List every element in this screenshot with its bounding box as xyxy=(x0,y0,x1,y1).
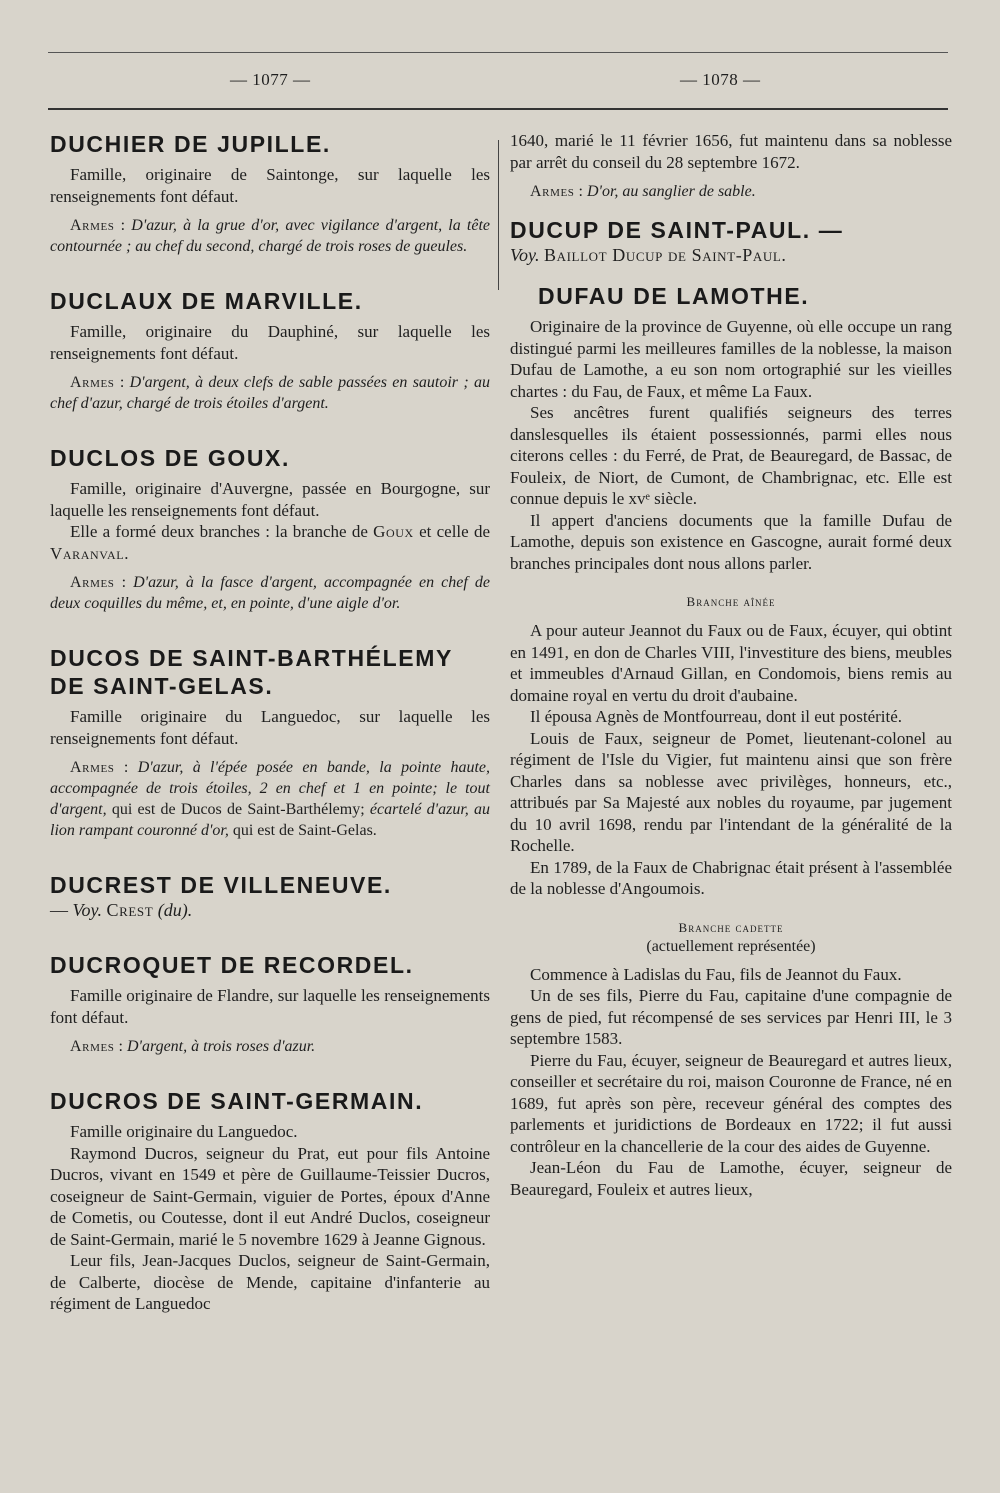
branch-name: Goux xyxy=(373,522,414,541)
entry-body: Un de ses fils, Pierre du Fau, capitaine d'une compagnie de gens de pied, fut récompensé de ses services par Henri III, le 3 septembre 1583. xyxy=(510,986,952,1048)
entry-body: Famille, originaire du Dauphiné, sur laquelle les renseignements font défaut. xyxy=(50,322,490,363)
entry-body: Famille, originaire de Saintonge, sur laquelle les renseignements font défaut. xyxy=(50,165,490,206)
entry-ducos xyxy=(50,644,490,841)
entry-ducrest xyxy=(50,871,490,921)
entry-body: A pour auteur Jeannot du Faux ou de Faux, écuyer, qui obtint en 1491, en don de Charles VIII, l'investiture des biens, meubles et immeubles d'Arnaud Gillan, en Condomois, biens remis au domaine royal en vertu du droit d'aubaine. xyxy=(510,621,952,705)
arms-text: D'azur, à la grue d'or, avec vigilance d'argent, la tête contournée ; au chef du second, chargé de trois roses de gueules. xyxy=(50,217,490,255)
reference-name: (du). xyxy=(157,900,193,920)
entry-ducup xyxy=(510,216,952,266)
arms-text: qui est de Ducos de Saint-Barthélemy; xyxy=(111,801,365,818)
arms-label: Armes xyxy=(70,217,115,234)
reference-name: Baillot Ducup de Saint-Paul. xyxy=(544,245,787,265)
entry-body-branches: Elle a formé deux branches : la branche de Goux et celle de Varanval. xyxy=(50,522,491,563)
entry-body: Louis de Faux, seigneur de Pomet, lieutenant-colonel au régiment de l'Isle du Vigier, fut maintenu ainsi que son frère Charles dans sa noblesse avec privilèges, honneurs, etc., attribués par Sa Majesté aux nobles du royaume, par jugement du 10 avril 1698, rendu par l'intendant de la généralité de la Rochelle. xyxy=(510,728,952,855)
entry-title: DUCHIER DE JUPILLE. xyxy=(50,131,331,157)
entry-title: DUCLAUX DE MARVILLE. xyxy=(50,288,363,314)
arms-label: Armes xyxy=(530,183,575,200)
entry-title: DUCROS DE SAINT-GERMAIN. xyxy=(50,1088,424,1114)
arms: Armes : D'argent, à deux clefs de sable passées en sautoir ; au chef d'azur, chargé de trois étoiles d'argent. xyxy=(50,374,490,412)
continued-text: 1640, marié le 11 février 1656, fut maintenu dans sa noblesse par arrêt du conseil du 28 septembre 1672. xyxy=(510,131,952,172)
entry-body: Il épousa Agnès de Montfourreau, dont il eut postérité. xyxy=(530,707,903,726)
entry-body: Raymond Ducros, seigneur du Prat, eut pour fils Antoine Ducros, vivant en 1549 et père de Guillaume-Teissier Ducros, coseigneur de Saint-Germain, viguier de Portes, époux d'Anne de Cometis, ou Coutesse, dont il eut André Duclos, coseigneur de Saint-Germain, marié le 5 novembre 1629 à Jeanne Gignous. xyxy=(50,1143,490,1249)
entry-body: Famille originaire du Languedoc, sur laquelle les renseignements font défaut. xyxy=(50,707,490,748)
arms-text: qui est de Saint-Gelas. xyxy=(232,822,377,839)
voy-label: Voy. xyxy=(72,900,102,920)
entry-ducroquet xyxy=(50,951,490,1057)
entry-body: Leur fils, Jean-Jacques Duclos, seigneur de Saint-Germain, de Calberte, diocèse de Mende, capitaine d'infanterie au régiment de Languedoc xyxy=(50,1251,490,1313)
entry-duchier xyxy=(50,130,490,257)
arms: Armes : D'argent, à trois roses d'azur. xyxy=(70,1038,316,1055)
entry-title: DUCOS DE SAINT-BARTHÉLEMY DE SAINT-GELAS. xyxy=(50,645,453,699)
cross-reference xyxy=(510,244,952,266)
entry-title: DUCLOS DE GOUX. xyxy=(50,445,290,471)
arms-label: Armes xyxy=(70,374,115,391)
arms-label: Armes xyxy=(70,574,115,591)
text-run: Elle a formé deux branches : la branche de xyxy=(70,522,368,541)
entry-duclos xyxy=(50,444,490,614)
reference-name: Crest xyxy=(106,900,154,920)
cross-reference xyxy=(50,899,490,921)
entry-title: DUFAU DE LAMOTHE. xyxy=(538,283,810,309)
entry-ducros xyxy=(50,1087,490,1315)
page-number-right: — 1078 — xyxy=(680,70,761,89)
column-rule xyxy=(498,140,499,290)
section-subheading: (actuellement représentée) xyxy=(646,937,816,955)
section-heading: Branche cadette xyxy=(678,919,784,935)
entry-body: Commence à Ladislas du Fau, fils de Jeannot du Faux. xyxy=(530,964,902,984)
voy-label: Voy. xyxy=(510,245,540,265)
arms-text: D'azur, à l'épée posée en bande, la pointe haute, accompagnée de trois étoiles, 2 en chef et 1 en pointe; le tout d'argent, xyxy=(50,759,490,818)
arms-text: D'or, au sanglier de sable. xyxy=(586,183,756,200)
branch-name: Varanval xyxy=(50,543,125,563)
entry-body: Originaire de la province de Guyenne, où elle occupe un rang distingué parmi les meilleures familles de la noblesse, la maison Dufau de Lamothe, a eu son nom ortographié sur les vieilles chartes : du Fau, de Faux, et même La Faux. xyxy=(510,317,952,401)
top-rule xyxy=(48,52,948,53)
entry-body: Jean-Léon du Fau de Lamothe, écuyer, seigneur de Beauregard, Fouleix et autres lieux, xyxy=(510,1158,952,1199)
arms: Armes : D'azur, à l'épée posée en bande, la pointe haute, accompagnée de trois étoiles, 2 en chef et 1 en pointe; le tout d'argent, qui est de Ducos de Saint-Barthélemy; écartelé d'azur, au lion rampant couronné d'or, qui est de Saint-Gelas. xyxy=(50,759,491,839)
entry-title: DUCUP DE SAINT-PAUL. — xyxy=(510,217,844,243)
arms-text: D'argent, à deux clefs de sable passées en sautoir ; au chef d'azur, chargé de trois étoiles d'argent. xyxy=(50,374,490,412)
entry-duclaux xyxy=(50,287,490,414)
entry-body: Famille, originaire d'Auvergne, passée en Bourgogne, sur laquelle les renseignements font défaut. xyxy=(50,479,490,520)
entry-title: DUCREST DE VILLENEUVE. xyxy=(50,872,392,898)
arms-text: écartelé d'azur, au lion rampant couronné d'or, xyxy=(50,801,491,839)
section-heading: Branche aînée xyxy=(686,594,776,609)
right-column xyxy=(510,130,952,1230)
entry-body: Il appert d'anciens documents que la famille Dufau de Lamothe, depuis son existence en Gascogne, aurait formé deux branches principales dont nous allons parler. xyxy=(510,510,952,573)
arms-label: Armes xyxy=(70,759,115,776)
text-run: et celle de xyxy=(419,522,491,541)
page-number-left: — 1077 — xyxy=(230,70,311,89)
arms: Armes : D'azur, à la fasce d'argent, accompagnée en chef de deux coquilles du même, et, en pointe, d'une aigle d'or. xyxy=(50,574,490,612)
arms: Armes : D'or, au sanglier de sable. xyxy=(530,183,756,200)
entry-body: Ses ancêtres furent qualifiés seigneurs des terres danslesquelles ils étaient possessionnés, parmi elles nous citerons celles : du Ferré, de Prat, de Beauregard, de Bassac, de Fouleix, de Niort, de Cumont, de Chambrignac, etc. Elle est connue depuis le xvᵉ siècle. xyxy=(510,403,952,508)
header-rule xyxy=(48,108,948,110)
arms-text: D'azur, à la fasce d'argent, accompagnée en chef de deux coquilles du même, et, en pointe, d'une aigle d'or. xyxy=(50,574,490,612)
entry-body: Famille originaire de Flandre, sur laquelle les renseignements font défaut. xyxy=(50,986,490,1027)
entry-title: DUCROQUET DE RECORDEL. xyxy=(50,952,414,978)
entry-body: Pierre du Fau, écuyer, seigneur de Beauregard et autres lieux, conseiller et secrétaire du roi, maison Couronne de France, né en 1689, fut après son père, receveur général des comptes des parlements et juridictions de Bordeaux en 1722; il fut aussi contrôleur en la chancellerie de la cour des aides de Guyenne. xyxy=(510,1050,952,1156)
entry-body: Famille originaire du Languedoc. xyxy=(70,1122,298,1141)
entry-dufau xyxy=(510,282,952,1200)
left-column xyxy=(50,130,490,1345)
arms-label: Armes xyxy=(70,1038,115,1055)
entry-body: En 1789, de la Faux de Chabrignac était présent à l'assemblée de la noblesse d'Angoumois. xyxy=(510,857,952,898)
text-run: — xyxy=(50,900,68,920)
arms: Armes : D'azur, à la grue d'or, avec vigilance d'argent, la tête contournée ; au chef du second, chargé de trois roses de gueules. xyxy=(50,217,490,255)
arms-text: D'argent, à trois roses d'azur. xyxy=(126,1038,316,1055)
